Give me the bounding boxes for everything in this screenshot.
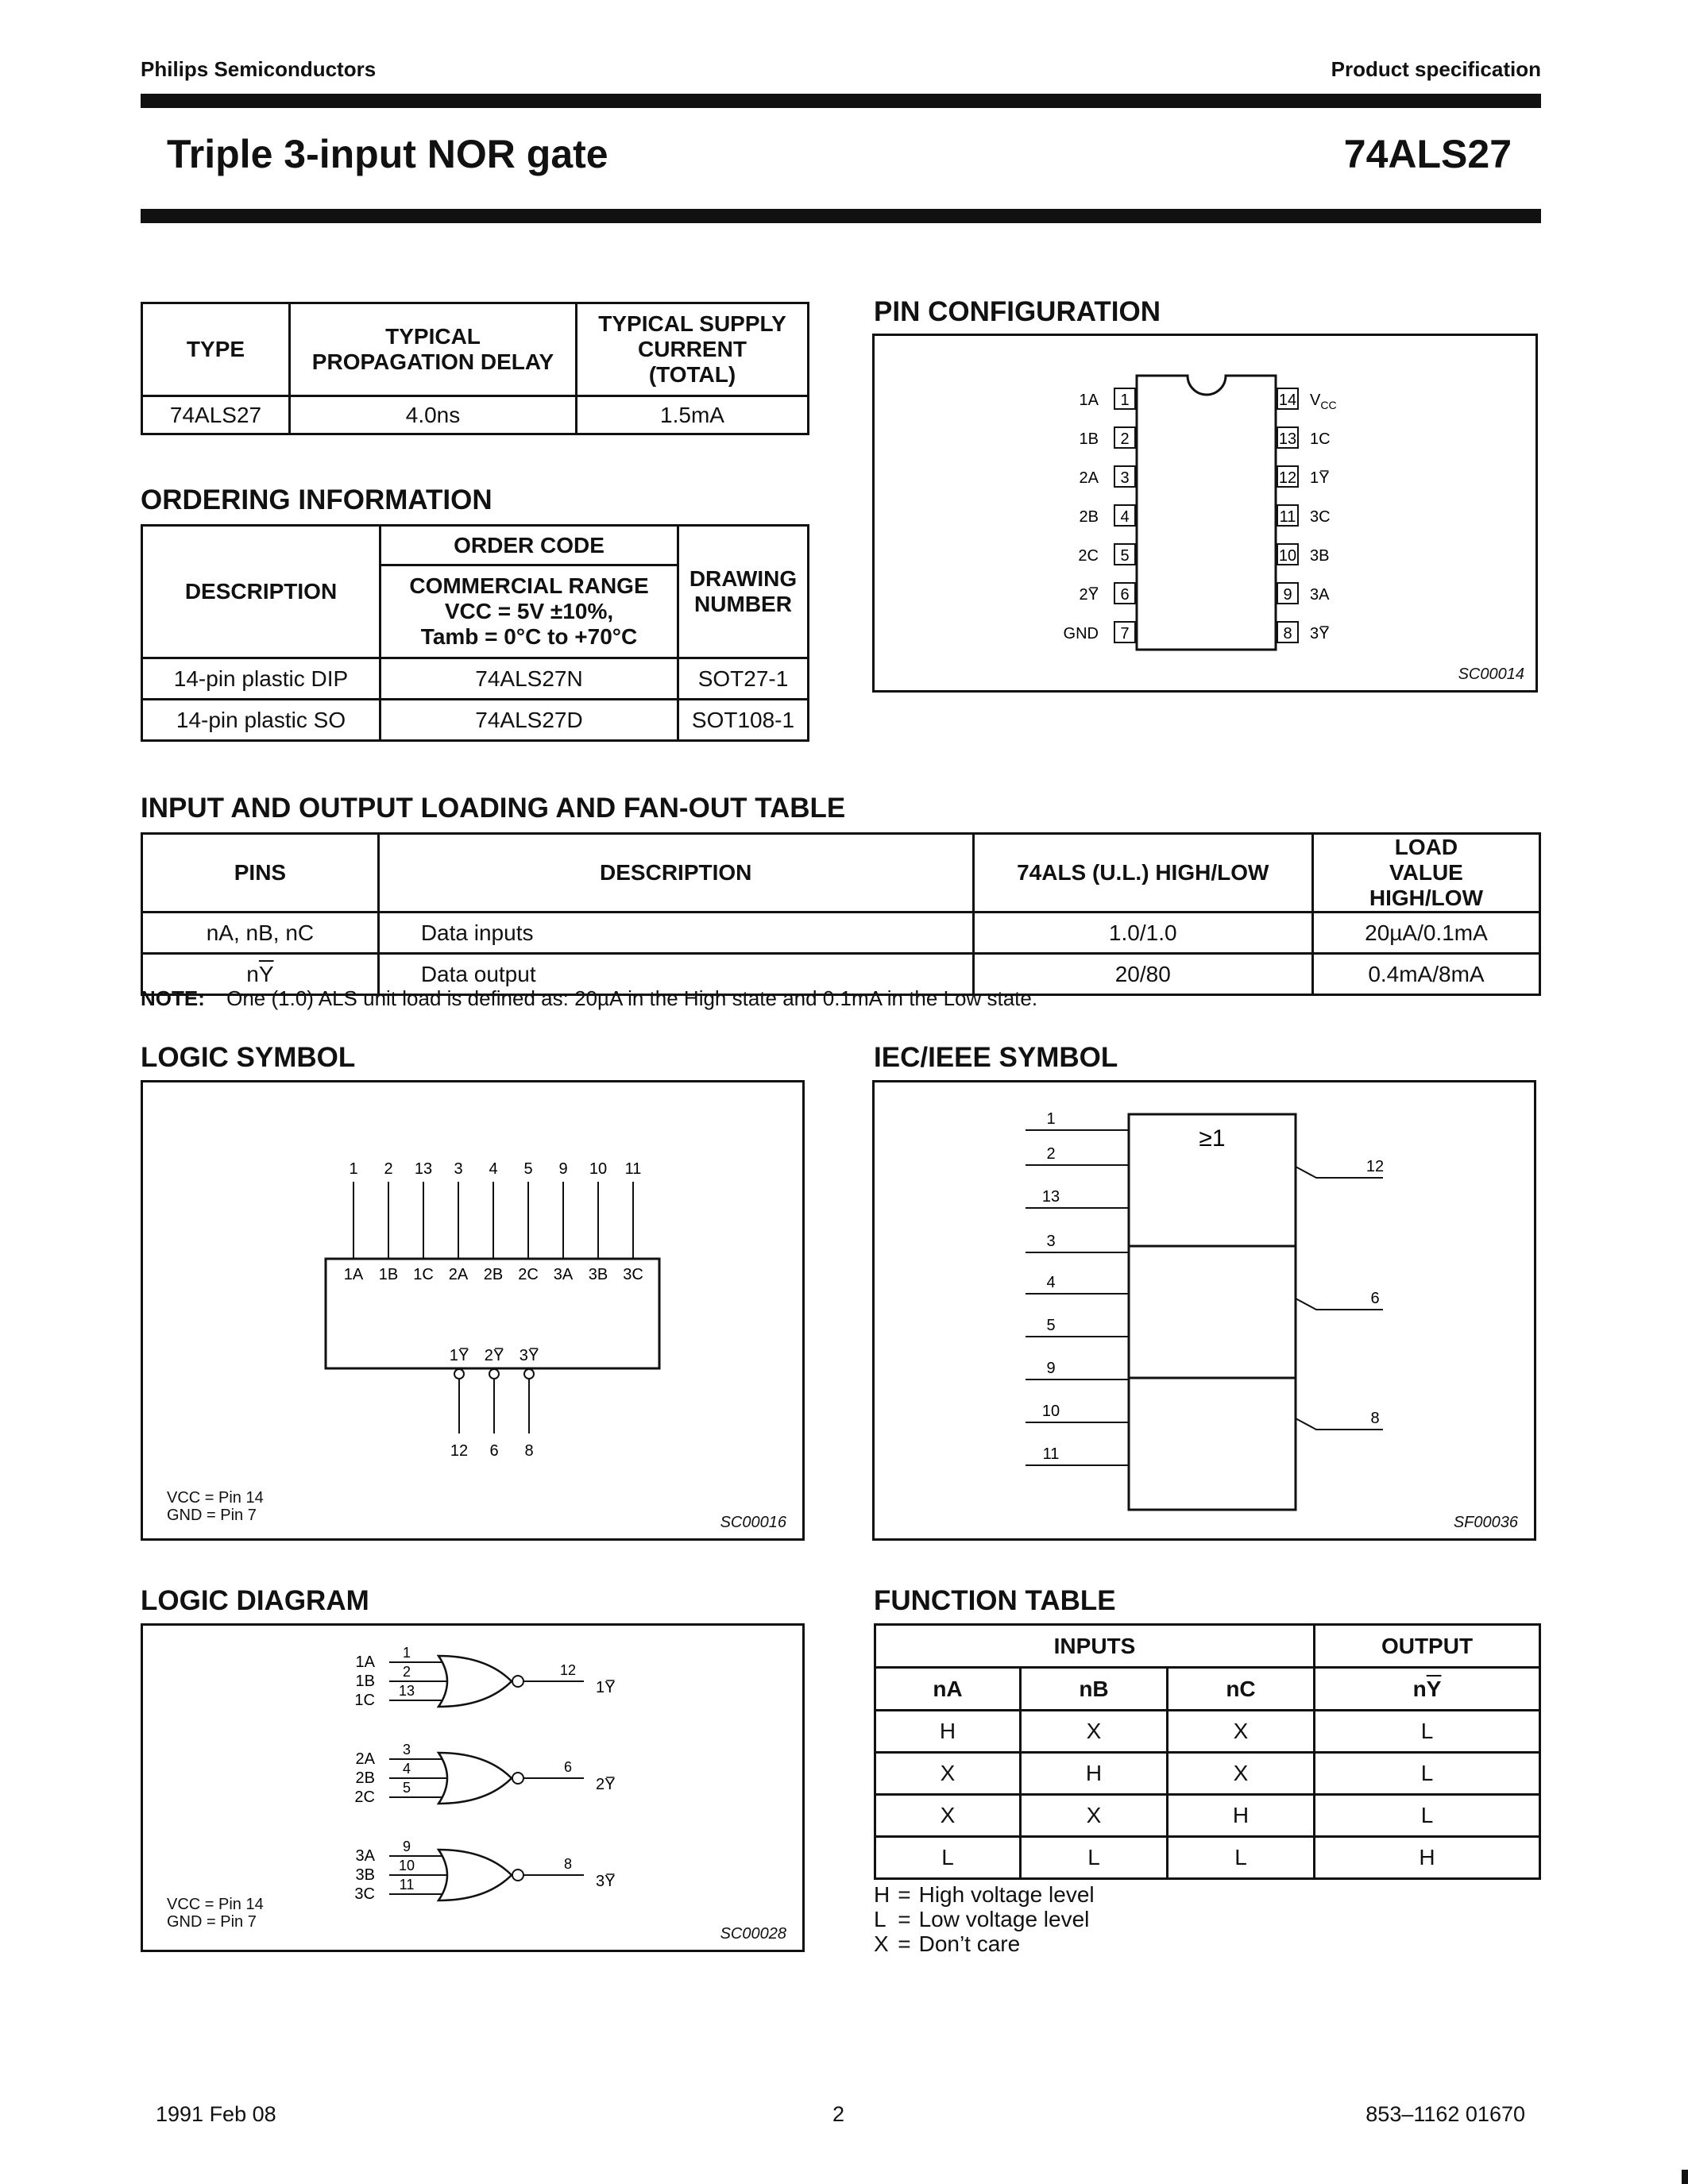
input-pin-number: 2 <box>384 1160 393 1178</box>
iec-input-pin: 2 <box>1046 1145 1056 1163</box>
note-text: One (1.0) ALS unit load is defined as: 20µA in the High state and 0.1mA in the Low state. <box>226 986 1038 1010</box>
output-label: 3Y <box>519 1347 539 1364</box>
legend-row <box>874 1931 1103 1956</box>
logic-diagram-title: LOGIC DIAGRAM <box>141 1585 369 1616</box>
function-cell: X <box>875 1795 1021 1837</box>
ordering-cell-drawing-1: SOT27-1 <box>678 658 809 700</box>
left-pin-group <box>1064 388 1135 642</box>
commercial-range-label: COMMERCIAL RANGE <box>409 573 649 598</box>
output-label: 1Y <box>449 1347 469 1364</box>
input-label: 3C <box>354 1885 375 1903</box>
footer-doc-number: 853–1162 01670 <box>1365 2102 1525 2126</box>
inversion-bubble <box>454 1369 464 1379</box>
inversion-bubble <box>489 1369 499 1379</box>
pin-label: 1C <box>1310 430 1331 448</box>
pin-label: 3C <box>1310 508 1331 526</box>
pin-number: 13 <box>1278 430 1297 448</box>
input-pin-number: 9 <box>558 1160 568 1178</box>
iec-code: SF00036 <box>1453 1514 1518 1531</box>
commercial-range-vcc: VCC = 5V ±10%, <box>444 599 614 623</box>
doc-title: Triple 3-input NOR gate <box>167 132 608 176</box>
legend-cell: H <box>874 1882 890 1907</box>
summary-header-current: TYPICAL SUPPLY CURRENT (TOTAL) <box>577 303 809 396</box>
summary-cell-delay: 4.0ns <box>290 396 577 434</box>
input-label: 3B <box>588 1266 608 1283</box>
iec-input-pin: 5 <box>1046 1317 1056 1334</box>
function-table <box>874 1623 1541 1880</box>
pin-label: GND <box>1063 625 1099 642</box>
legend-cell: = <box>898 1907 911 1931</box>
pin-number: 3 <box>1120 469 1130 487</box>
pin-label: 1B <box>1079 430 1099 448</box>
logic-symbol-power-notes <box>167 1489 264 1524</box>
ordering-header-order-code: ORDER CODE <box>380 526 678 565</box>
pin-label: 3B <box>1310 547 1330 565</box>
input-label: 2B <box>355 1769 375 1787</box>
function-cell: L <box>1168 1837 1315 1879</box>
function-cell: L <box>1315 1711 1540 1753</box>
legend-cell: L <box>874 1907 886 1931</box>
footer-page: 2 <box>832 2102 845 2126</box>
input-pin-number: 4 <box>489 1160 498 1178</box>
pin-label: 1Y <box>1310 469 1330 487</box>
iec-input-pin: 1 <box>1046 1110 1056 1128</box>
loading-table <box>141 832 1541 996</box>
nor-gate-body <box>438 1850 512 1900</box>
page-corner-mark <box>1682 2170 1688 2184</box>
input-label: 2A <box>448 1266 469 1283</box>
input-label: 1C <box>354 1692 375 1709</box>
function-col-na: nA <box>875 1668 1021 1711</box>
pin-label: 2C <box>1078 547 1099 565</box>
pin-label: 3A <box>1310 586 1330 604</box>
ordering-header-description: DESCRIPTION <box>142 526 380 658</box>
input-pin-number: 10 <box>398 1858 415 1873</box>
input-label: 1B <box>378 1266 399 1283</box>
function-header-output: OUTPUT <box>1315 1625 1540 1668</box>
logic-symbol-box <box>141 1080 805 1541</box>
function-col-nc: nC <box>1168 1668 1315 1711</box>
summary-header-type: TYPE <box>142 303 290 396</box>
input-label: 2B <box>483 1266 504 1283</box>
summary-cell-current: 1.5mA <box>577 396 809 434</box>
iec-diagram <box>875 1082 1534 1538</box>
function-col-ny <box>1315 1668 1540 1711</box>
input-label: 1C <box>413 1266 434 1283</box>
pin-number: 14 <box>1278 392 1297 409</box>
function-cell: L <box>875 1837 1021 1879</box>
function-col-ny-label: $n\overline{Y}$ <box>1412 1676 1442 1701</box>
input-label: 2A <box>355 1750 375 1768</box>
function-cell: L <box>1315 1753 1540 1795</box>
input-pin-number: 3 <box>454 1160 463 1178</box>
legend-cell: = <box>898 1931 911 1956</box>
loading-cell-load-2: 0.4mA/8mA <box>1312 954 1539 995</box>
iec-qualifier: ≥1 <box>1199 1125 1226 1152</box>
legend-cell: Don’t care <box>918 1931 1021 1956</box>
pin-label: 3Y <box>1310 625 1330 642</box>
iec-input-pin: 10 <box>1041 1403 1060 1420</box>
function-row <box>875 1753 1540 1795</box>
iec-outputs <box>1296 1158 1384 1430</box>
logic-symbol-diagram <box>143 1082 802 1538</box>
logic-diagram-code: SC00028 <box>720 1925 786 1943</box>
function-cell: X <box>1168 1753 1315 1795</box>
function-cell: H <box>1315 1837 1540 1879</box>
loading-header-load: LOAD VALUE HIGH/LOW <box>1312 834 1539 913</box>
function-row <box>875 1795 1540 1837</box>
loading-header-ul: 74ALS (U.L.) HIGH/LOW <box>973 834 1312 913</box>
function-cell: X <box>1168 1711 1315 1753</box>
pin-number: 9 <box>1283 586 1292 604</box>
header-rule-top <box>141 94 1541 108</box>
logic-symbol-outputs <box>450 1347 539 1460</box>
loading-cell-ul-2: 20/80 <box>973 954 1312 995</box>
iec-output-pin: 6 <box>1370 1290 1380 1307</box>
summary-header-delay: TYPICAL PROPAGATION DELAY <box>290 303 577 396</box>
function-header-inputs: INPUTS <box>875 1625 1315 1668</box>
loading-cell-desc-2: Data output <box>378 954 973 995</box>
summary-table <box>141 302 809 435</box>
inversion-bubble <box>512 1773 523 1784</box>
loading-note <box>141 986 1037 1011</box>
ordering-table <box>141 524 809 742</box>
commercial-range-tamb: Tamb = 0°C to +70°C <box>420 624 638 649</box>
pin-number: 6 <box>1120 586 1130 604</box>
loading-cell-desc-1: Data inputs <box>378 913 973 954</box>
iec-output-pin: 8 <box>1370 1410 1380 1427</box>
loading-header-pins: PINS <box>142 834 379 913</box>
function-cell: L <box>1021 1837 1168 1879</box>
input-pin-number: 5 <box>523 1160 533 1178</box>
function-table-title: FUNCTION TABLE <box>874 1585 1116 1616</box>
pin-config-diagram <box>875 336 1535 690</box>
gnd-note: GND = Pin 7 <box>167 1507 257 1524</box>
nor-gate-body <box>438 1753 512 1804</box>
legend-cell: X <box>874 1931 889 1956</box>
input-label: 1B <box>355 1673 375 1690</box>
part-number: 74ALS27 <box>1343 132 1512 176</box>
iec-input-pin: 11 <box>1042 1445 1060 1463</box>
input-pin-number: 13 <box>414 1160 433 1178</box>
pin-number: 1 <box>1120 392 1130 409</box>
ordering-cell-code-1: 74ALS27N <box>380 658 678 700</box>
pin-number: 11 <box>1279 508 1296 526</box>
nor-gate-2 <box>354 1742 615 1806</box>
inversion-bubble <box>512 1676 523 1687</box>
header-rule-bottom <box>141 209 1541 223</box>
function-cell: H <box>875 1711 1021 1753</box>
pin-label: 1A <box>1079 392 1099 409</box>
input-pin-number: 1 <box>402 1645 411 1661</box>
legend-cell: Low voltage level <box>918 1907 1090 1931</box>
note-label: NOTE: <box>141 986 205 1010</box>
pin-label: 2Y <box>1079 586 1099 604</box>
ordering-title: ORDERING INFORMATION <box>141 484 492 515</box>
iec-input-pin: 9 <box>1046 1360 1056 1377</box>
nor-gate-1 <box>354 1645 615 1709</box>
pin-config-title: PIN CONFIGURATION <box>874 296 1161 327</box>
ordering-cell-drawing-2: SOT108-1 <box>678 700 809 741</box>
pin-label: $V_{CC}$ <box>1310 392 1337 411</box>
logic-symbol-title: LOGIC SYMBOL <box>141 1042 356 1073</box>
input-pin-number: 10 <box>589 1160 608 1178</box>
company-name: Philips Semiconductors <box>141 57 377 81</box>
ld-gnd-note: GND = Pin 7 <box>167 1913 257 1931</box>
summary-cell-type: 74ALS27 <box>142 396 290 434</box>
vcc-note: VCC = Pin 14 <box>167 1489 264 1507</box>
pin-number: 10 <box>1278 547 1297 565</box>
function-cell: L <box>1315 1795 1540 1837</box>
logic-symbol-code: SC00016 <box>720 1514 786 1531</box>
input-label: 3B <box>355 1866 375 1884</box>
output-pin-number: 8 <box>524 1442 534 1460</box>
pin-number: 2 <box>1120 430 1130 448</box>
iec-input-pin: 13 <box>1041 1188 1060 1206</box>
pin-label: 2B <box>1079 508 1099 526</box>
iec-input-pin: 3 <box>1046 1233 1056 1250</box>
loading-title: INPUT AND OUTPUT LOADING AND FAN-OUT TABLE <box>141 793 846 824</box>
ordering-header-drawing: DRAWING NUMBER <box>678 526 809 658</box>
iec-title: IEC/IEEE SYMBOL <box>874 1042 1118 1073</box>
function-table-body <box>875 1711 1540 1879</box>
footer-date: 1991 Feb 08 <box>156 2102 276 2126</box>
input-label: 1A <box>355 1653 375 1671</box>
output-pin-number: 6 <box>563 1759 573 1775</box>
input-pin-number: 5 <box>402 1780 411 1796</box>
output-pin-number: 12 <box>559 1662 577 1678</box>
ordering-cell-desc-1: 14-pin plastic DIP <box>142 658 380 700</box>
function-cell: H <box>1168 1795 1315 1837</box>
input-pin-number: 1 <box>349 1160 358 1178</box>
output-pin-number: 6 <box>489 1442 499 1460</box>
legend-cell: = <box>898 1882 911 1907</box>
input-pin-number: 2 <box>402 1664 411 1680</box>
input-pin-number: 11 <box>624 1160 642 1178</box>
function-row <box>875 1711 1540 1753</box>
input-label: 3A <box>355 1847 375 1865</box>
function-col-nb: nB <box>1021 1668 1168 1711</box>
doc-type: Product specification <box>1331 57 1541 81</box>
input-pin-number: 11 <box>399 1877 415 1893</box>
iec-inputs <box>1026 1110 1129 1465</box>
function-legend <box>874 1882 1103 1956</box>
inversion-bubble <box>524 1369 534 1379</box>
input-label: 3C <box>623 1266 643 1283</box>
input-label: 2C <box>354 1788 375 1806</box>
input-pin-number: 4 <box>402 1761 411 1777</box>
pin-number: 7 <box>1120 625 1130 642</box>
function-cell: X <box>1021 1795 1168 1837</box>
loading-cell-ul-1: 1.0/1.0 <box>973 913 1312 954</box>
dip-package-outline <box>1137 376 1276 650</box>
iec-input-pin: 4 <box>1046 1274 1056 1291</box>
output-pin-number: 12 <box>450 1442 469 1460</box>
function-cell: X <box>1021 1711 1168 1753</box>
output-label: 2Y <box>484 1347 504 1364</box>
function-cell: X <box>875 1753 1021 1795</box>
output-pin-number: 8 <box>563 1856 573 1872</box>
pin-config-code: SC00014 <box>1458 666 1524 683</box>
logic-symbol-inputs <box>344 1160 643 1283</box>
logic-diagram-box <box>141 1623 805 1952</box>
legend-cell: High voltage level <box>918 1882 1095 1907</box>
right-pin-group <box>1277 388 1337 642</box>
legend-row <box>874 1907 1103 1931</box>
logic-diagram-power-notes <box>167 1896 264 1931</box>
loading-header-description: DESCRIPTION <box>378 834 973 913</box>
output-label: 2Y <box>596 1776 616 1793</box>
ld-vcc-note: VCC = Pin 14 <box>167 1896 264 1913</box>
loading-cell-pins-1: nA, nB, nC <box>142 913 379 954</box>
output-label: 3Y <box>596 1873 616 1890</box>
ordering-cell-desc-2: 14-pin plastic SO <box>142 700 380 741</box>
input-pin-number: 13 <box>398 1683 415 1699</box>
input-pin-number: 3 <box>402 1742 411 1758</box>
nor-gate-body <box>438 1656 512 1707</box>
pin-number: 4 <box>1120 508 1130 526</box>
input-label: 3A <box>553 1266 574 1283</box>
function-cell: H <box>1021 1753 1168 1795</box>
pin-number: 5 <box>1120 547 1130 565</box>
inversion-bubble <box>512 1870 523 1881</box>
loading-output-pin: $n\overline{Y}$ <box>246 961 274 986</box>
iec-box <box>872 1080 1536 1541</box>
input-pin-number: 9 <box>402 1839 411 1854</box>
pin-config-box <box>872 334 1538 693</box>
nor-gate-3 <box>354 1839 615 1903</box>
pin-number: 8 <box>1283 625 1292 642</box>
iec-output-pin: 12 <box>1365 1158 1385 1175</box>
input-label: 2C <box>518 1266 539 1283</box>
ordering-header-commercial-range <box>380 565 678 658</box>
pin-number: 12 <box>1278 469 1297 487</box>
iec-body <box>1129 1114 1296 1510</box>
output-label: 1Y <box>596 1679 616 1696</box>
ordering-cell-code-2: 74ALS27D <box>380 700 678 741</box>
legend-row <box>874 1882 1103 1907</box>
function-row <box>875 1837 1540 1879</box>
loading-cell-load-1: 20µA/0.1mA <box>1312 913 1539 954</box>
pin-label: 2A <box>1079 469 1099 487</box>
input-label: 1A <box>343 1266 364 1283</box>
